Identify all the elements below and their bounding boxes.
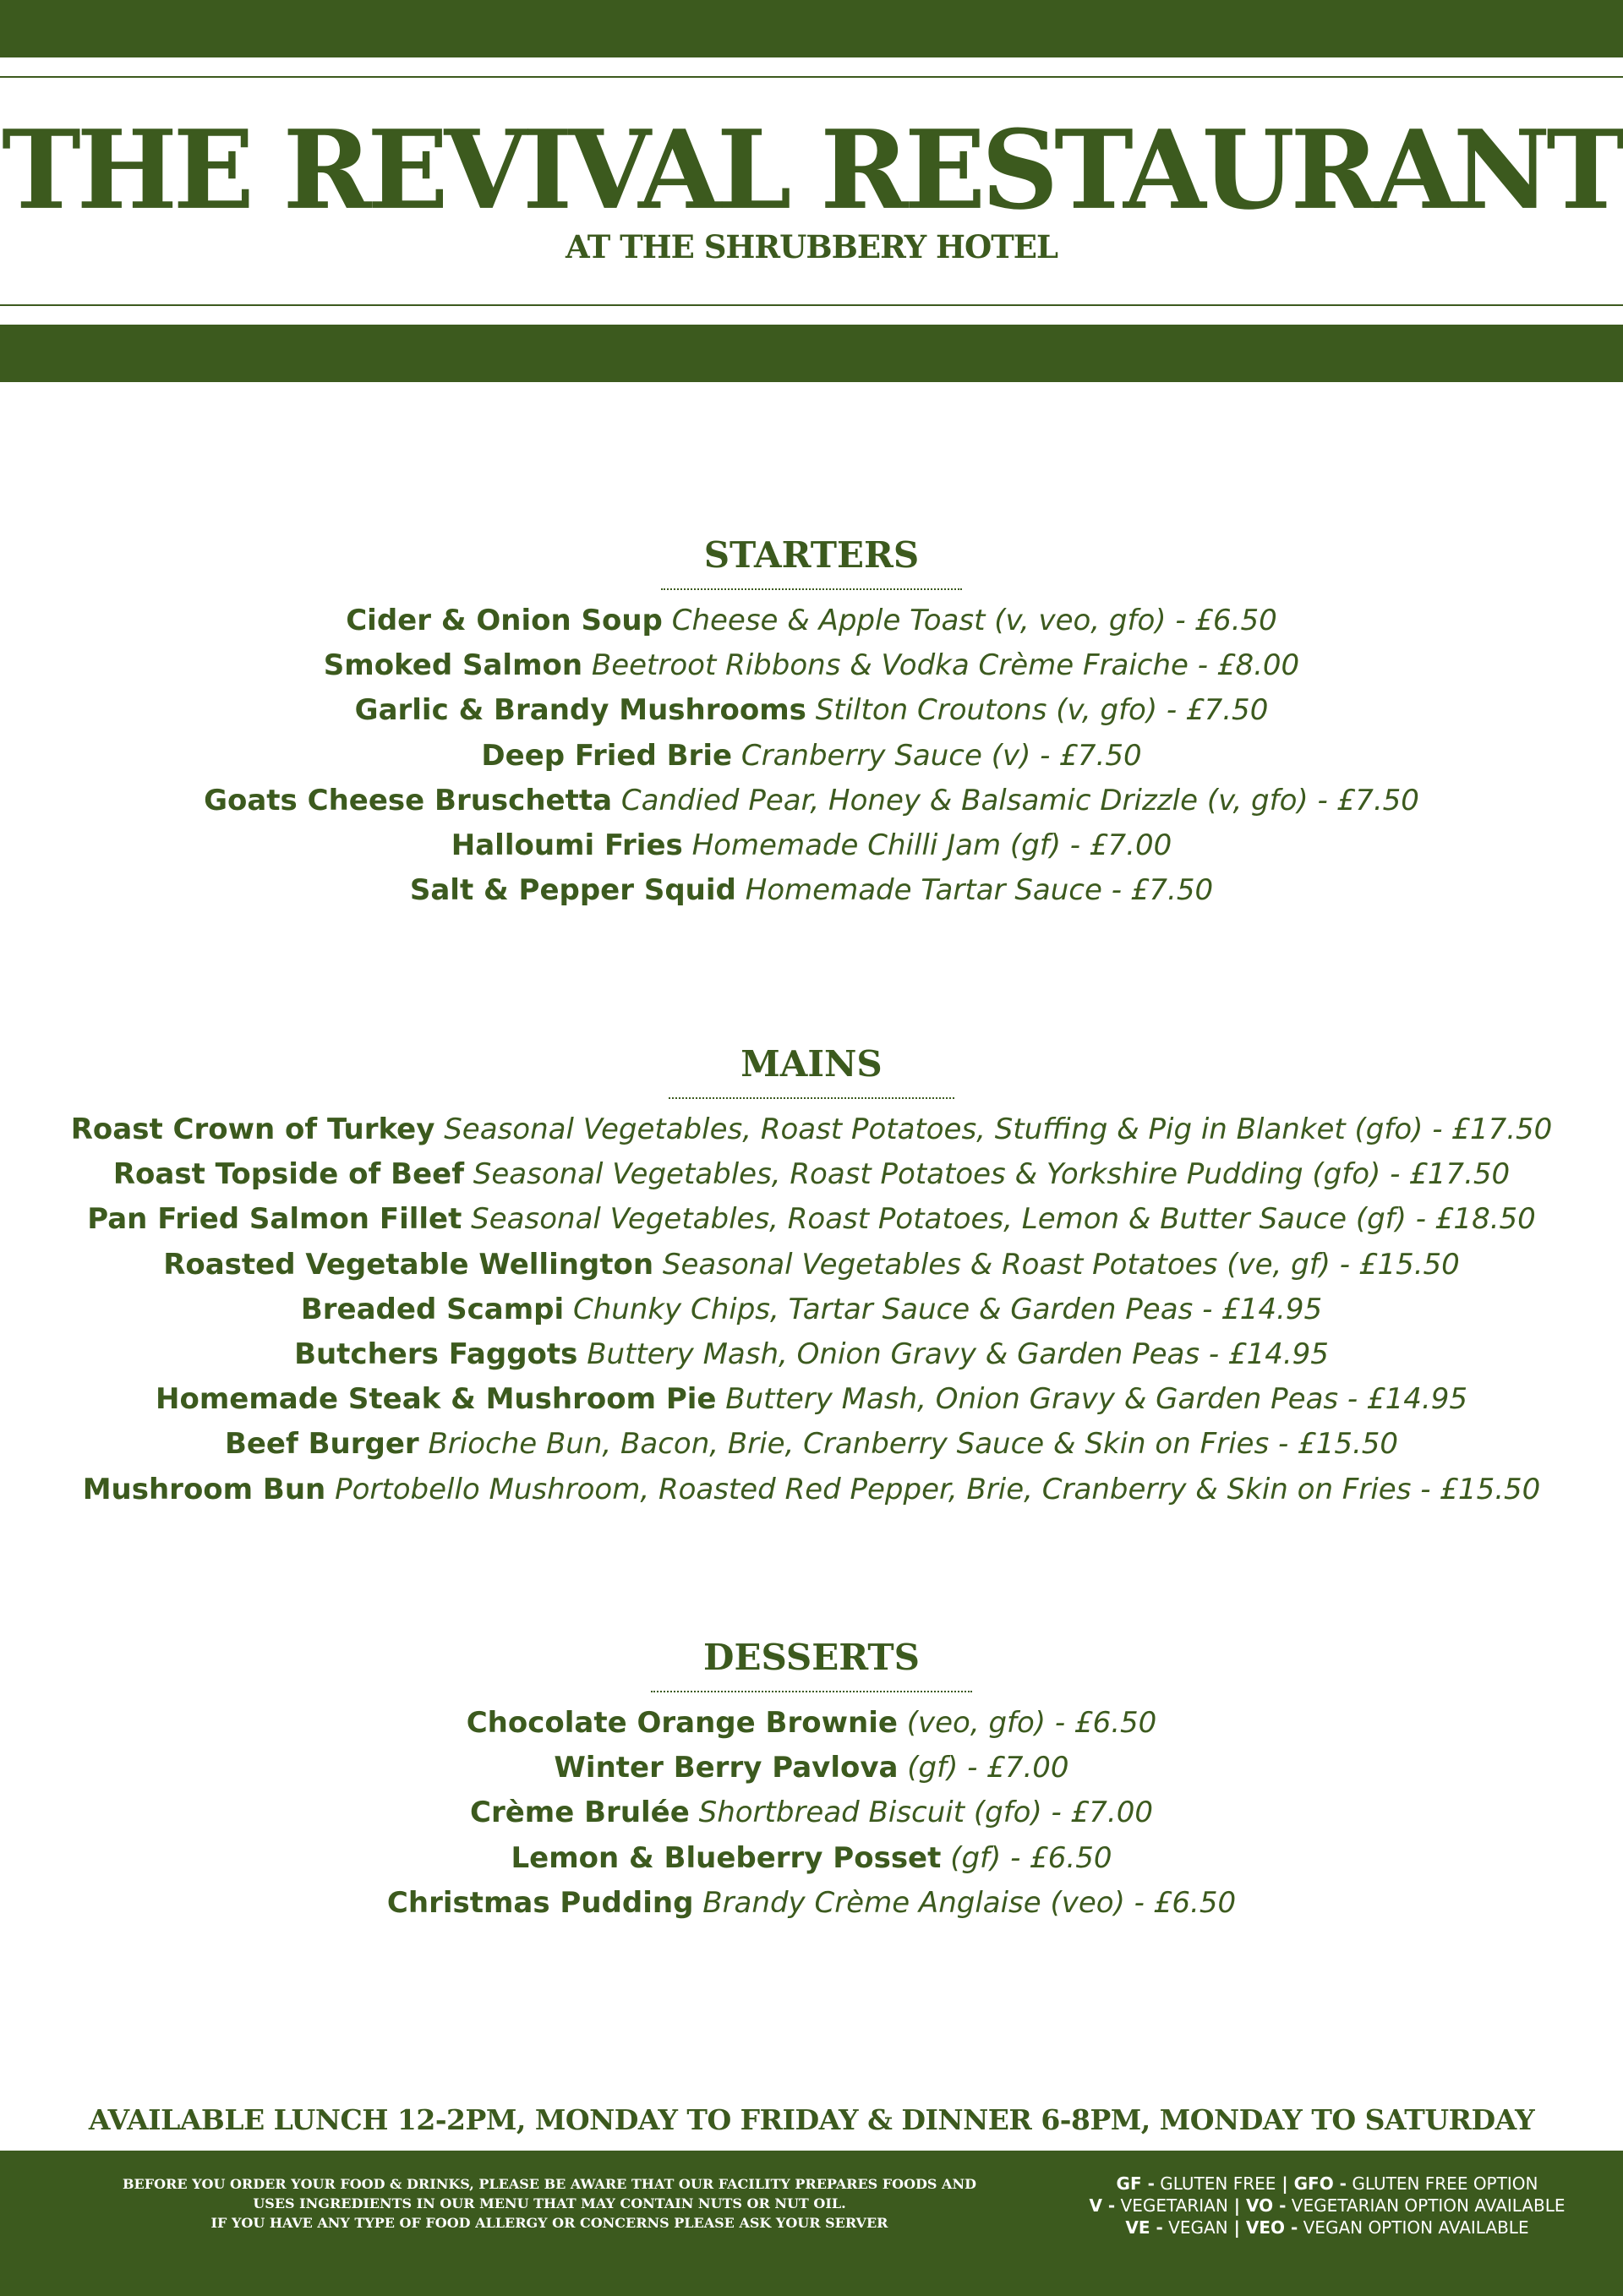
dietary-key-row xyxy=(1065,2195,1589,2217)
menu-item-name: Chocolate Orange Brownie xyxy=(466,1706,898,1740)
menu-item-description: (gf) - £6.50 xyxy=(950,1840,1112,1875)
menu-item-description: Homemade Chilli Jam (gf) - £7.00 xyxy=(691,828,1172,863)
menu-item-description: Beetroot Ribbons & Vodka Crème Fraiche - £8.00 xyxy=(591,648,1300,683)
key-label: VEGAN OPTION AVAILABLE xyxy=(1298,2217,1529,2238)
key-label: VEGETARIAN xyxy=(1115,2195,1228,2216)
menu-item-description: Stilton Croutons (v, gfo) - £7.50 xyxy=(815,693,1269,728)
desserts-list xyxy=(0,1701,1623,1926)
key-code: VO - xyxy=(1246,2195,1287,2216)
menu-item-name: Crème Brulée xyxy=(470,1796,690,1830)
menu-item xyxy=(0,643,1623,688)
restaurant-subtitle: AT THE SHRUBBERY HOTEL xyxy=(566,228,1057,265)
menu-item xyxy=(0,1790,1623,1835)
key-code: GFO - xyxy=(1293,2173,1347,2194)
menu-item-name: Mushroom Bun xyxy=(82,1472,326,1506)
menu-item-name: Salt & Pepper Squid xyxy=(409,873,736,908)
menu-item-name: Smoked Salmon xyxy=(323,648,583,683)
menu-item-name: Breaded Scampi xyxy=(300,1292,565,1326)
key-label: VEGAN xyxy=(1162,2217,1228,2238)
menu-item xyxy=(0,1107,1623,1152)
menu-item-description: Seasonal Vegetables, Roast Potatoes, Lemon & Butter Sauce (gf) - £18.50 xyxy=(471,1202,1536,1237)
menu-item xyxy=(0,1287,1623,1332)
key-code: VEO - xyxy=(1245,2217,1298,2238)
menu-item xyxy=(0,1332,1623,1377)
menu-item-name: Cider & Onion Soup xyxy=(346,604,663,637)
menu-item xyxy=(0,688,1623,733)
menu-item-name: Roast Crown of Turkey xyxy=(70,1112,435,1146)
menu-item xyxy=(0,1152,1623,1197)
allergy-line: IF YOU HAVE ANY TYPE OF FOOD ALLERGY OR CONCERNS PLEASE ASK YOUR SERVER xyxy=(210,2215,888,2231)
dietary-key-row xyxy=(1065,2173,1589,2195)
menu-item-description: (gf) - £7.00 xyxy=(907,1751,1069,1785)
menu-item-description: Buttery Mash, Onion Gravy & Garden Peas - £14.95 xyxy=(587,1337,1329,1372)
menu-item-name: Goats Cheese Bruschetta xyxy=(204,783,613,817)
key-label: GLUTEN FREE xyxy=(1154,2173,1276,2194)
menu-item-description: Seasonal Vegetables, Roast Potatoes, Stuffing & Pig in Blanket (gfo) - £17.50 xyxy=(444,1112,1553,1146)
starters-section xyxy=(0,534,1623,913)
mains-list xyxy=(0,1107,1623,1512)
menu-item-name: Butchers Faggots xyxy=(294,1337,578,1372)
starters-divider xyxy=(661,588,962,590)
menu-item xyxy=(0,1197,1623,1242)
menu-item xyxy=(0,868,1623,913)
menu-item-description: Buttery Mash, Onion Gravy & Garden Peas - £14.95 xyxy=(725,1382,1467,1417)
menu-item-name: Lemon & Blueberry Posset xyxy=(511,1840,942,1875)
mains-divider xyxy=(669,1097,954,1099)
allergy-line: USES INGREDIENTS IN OUR MENU THAT MAY CONTAIN NUTS OR NUT OIL. xyxy=(253,2195,846,2211)
menu-item-description: Shortbread Biscuit (gfo) - £7.00 xyxy=(698,1796,1153,1830)
mains-heading: MAINS xyxy=(740,1043,883,1085)
menu-item-description: Cheese & Apple Toast (v, veo, gfo) - £6.50 xyxy=(671,604,1277,637)
menu-item-description: Candied Pear, Honey & Balsamic Drizzle (v, gfo) - £7.50 xyxy=(620,783,1419,817)
key-separator: | xyxy=(1276,2173,1294,2194)
menu-item-description: Brandy Crème Anglaise (veo) - £6.50 xyxy=(702,1885,1237,1920)
menu-item xyxy=(0,734,1623,779)
menu-item-description: Seasonal Vegetables, Roast Potatoes & Yorkshire Pudding (gfo) - £17.50 xyxy=(473,1157,1511,1192)
header-top-band xyxy=(0,0,1623,57)
menu-item-description: (veo, gfo) - £6.50 xyxy=(906,1706,1157,1740)
menu-item xyxy=(0,1243,1623,1287)
menu-item-description: Brioche Bun, Bacon, Brie, Cranberry Sauce & Skin on Fries - £15.50 xyxy=(428,1427,1399,1462)
dietary-key xyxy=(1065,2173,1589,2239)
header-bottom-band xyxy=(0,325,1623,382)
menu-item-name: Garlic & Brandy Mushrooms xyxy=(354,693,806,728)
desserts-divider xyxy=(651,1691,972,1692)
key-separator: | xyxy=(1227,2195,1247,2216)
desserts-heading: DESSERTS xyxy=(703,1637,920,1678)
key-code: GF - xyxy=(1116,2173,1155,2194)
menu-item xyxy=(0,823,1623,868)
footer xyxy=(0,2151,1623,2296)
menu-item-name: Homemade Steak & Mushroom Pie xyxy=(156,1382,717,1417)
starters-heading: STARTERS xyxy=(703,534,920,576)
menu-item-description: Chunky Chips, Tartar Sauce & Garden Peas - £14.95 xyxy=(572,1292,1323,1326)
restaurant-title: THE REVIVAL RESTAURANT xyxy=(1,106,1622,234)
key-separator: | xyxy=(1227,2217,1246,2238)
menu-item xyxy=(0,1377,1623,1422)
key-code: VE - xyxy=(1125,2217,1163,2238)
menu-item xyxy=(0,1746,1623,1790)
menu-item-description: Seasonal Vegetables & Roast Potatoes (ve, gf) - £15.50 xyxy=(662,1247,1460,1282)
menu-item-name: Halloumi Fries xyxy=(451,828,683,863)
mains-section xyxy=(0,1043,1623,1512)
menu-item-description: Cranberry Sauce (v) - £7.50 xyxy=(740,738,1142,773)
menu-item xyxy=(0,1881,1623,1926)
menu-item-description: Portobello Mushroom, Roasted Red Pepper, Brie, Cranberry & Skin on Fries - £15.50 xyxy=(335,1472,1541,1506)
menu-item xyxy=(0,599,1623,643)
menu-item-name: Christmas Pudding xyxy=(386,1885,694,1920)
availability-notice: AVAILABLE LUNCH 12-2PM, MONDAY TO FRIDAY & DINNER 6-8PM, MONDAY TO SATURDAY xyxy=(88,2103,1535,2136)
header-bottom-rule xyxy=(0,304,1623,306)
menu-item xyxy=(0,779,1623,823)
menu-item xyxy=(0,1468,1623,1512)
desserts-section xyxy=(0,1637,1623,1926)
menu-item-name: Beef Burger xyxy=(224,1427,419,1462)
menu-item xyxy=(0,1701,1623,1746)
key-code: V - xyxy=(1089,2195,1116,2216)
menu-item-name: Roast Topside of Beef xyxy=(112,1157,464,1192)
menu-item xyxy=(0,1836,1623,1881)
menu-item-description: Homemade Tartar Sauce - £7.50 xyxy=(745,873,1214,908)
key-label: GLUTEN FREE OPTION xyxy=(1346,2173,1538,2194)
allergy-notice xyxy=(85,2174,1014,2233)
menu-item-name: Winter Berry Pavlova xyxy=(554,1751,899,1785)
dietary-key-row xyxy=(1065,2217,1589,2239)
header-top-rule xyxy=(0,76,1623,78)
menu-item xyxy=(0,1422,1623,1467)
allergy-line: BEFORE YOU ORDER YOUR FOOD & DRINKS, PLEASE BE AWARE THAT OUR FACILITY PREPARES FOODS AND xyxy=(123,2176,976,2192)
key-label: VEGETARIAN OPTION AVAILABLE xyxy=(1286,2195,1566,2216)
menu-item-name: Pan Fried Salmon Fillet xyxy=(87,1202,462,1237)
menu-item-name: Deep Fried Brie xyxy=(481,738,733,773)
starters-list xyxy=(0,599,1623,913)
menu-item-name: Roasted Vegetable Wellington xyxy=(163,1247,654,1282)
